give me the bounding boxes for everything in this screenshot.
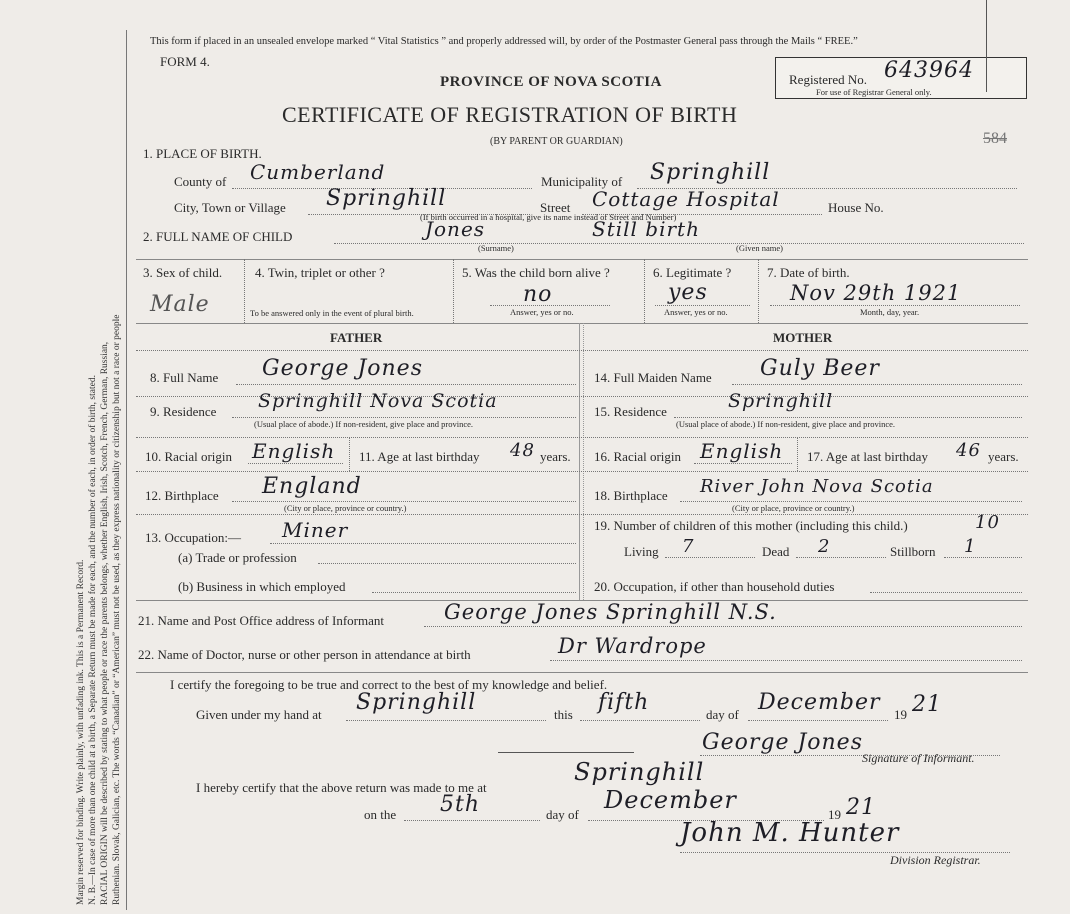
mother-birthplace-label: 18. Birthplace (594, 488, 668, 503)
legit-label: 6. Legitimate ? (653, 265, 732, 280)
mother-children-label: 19. Number of children of this mother (including this child.) (594, 518, 908, 533)
mother-age-value: 46 (956, 440, 981, 461)
mother-age-label: 17. Age at last birthday (807, 449, 928, 464)
county-label: County of (174, 174, 227, 189)
father-residence-note: (Usual place of abode.) If non-resident, give place and province. (254, 419, 474, 429)
surname-note: (Surname) (478, 243, 514, 253)
father-racial-label: 10. Racial origin (145, 449, 233, 464)
registrar-place: Springhill (574, 758, 705, 786)
hospital-note: (If birth occurred in a hospital, give its name instead of Street and Number) (420, 212, 677, 222)
municipality-value: Springhill (650, 160, 771, 185)
alive-label: 5. Was the child born alive ? (462, 265, 610, 280)
place-of-birth-heading: 1. PLACE OF BIRTH. (143, 146, 262, 161)
given-day: fifth (598, 690, 650, 715)
date-note: Month, day, year. (860, 307, 920, 317)
stillborn-value: 1 (964, 536, 977, 557)
form-number: FORM 4. (160, 54, 210, 69)
father-age-value: 48 (510, 440, 535, 461)
twin-label: 4. Twin, triplet or other ? (255, 265, 385, 280)
side-note-1: Margin reserved for binding. Write plainly, with unfading ink. This is a Permanent Record. (76, 559, 86, 905)
father-trade-label: (a) Trade or profession (178, 550, 297, 565)
registrar-month: December (604, 786, 737, 814)
registrar-certify-text: I hereby certify that the above return was made to me at (196, 780, 487, 795)
alive-value: no (523, 282, 553, 307)
mother-residence-value: Springhill (728, 390, 834, 412)
given-year: 21 (912, 692, 942, 717)
father-name-value: George Jones (262, 356, 423, 381)
father-years: years. (540, 449, 571, 464)
municipality-label: Municipality of (541, 174, 623, 189)
side-note-2: N. B.—In case of more than one child at a birth, a Separate Return must be made for each, and the number of each, in order of birth, stated. (88, 375, 98, 905)
page-title: CERTIFICATE OF REGISTRATION OF BIRTH (282, 102, 738, 127)
on-the-label: on the (364, 807, 397, 822)
mother-occupation-label: 20. Occupation, if other than household duties (594, 579, 835, 594)
registrar-signature: John M. Hunter (680, 818, 900, 848)
registration-box (775, 57, 1027, 99)
given-note: (Given name) (736, 243, 783, 253)
mother-birthplace-note: (City or place, province or country.) (732, 503, 855, 513)
mother-children-value: 10 (975, 512, 1000, 533)
certify-text: I certify the foregoing to be true and correct to the best of my knowledge and belief. (170, 677, 608, 692)
registrar-day-of: day of (546, 807, 579, 822)
side-note-4: Ruthenian. Slovak, Galician, etc. The words “Canadian” or “American” must not be used, as they express nationality or citizenship but not a race or people (112, 314, 122, 905)
informant-signature: George Jones (702, 730, 863, 755)
side-note-3: RACIAL ORIGIN will be described by stating to what people or race the parents belongs, whether English, Irish, Scotch, French, German, Russian, (100, 341, 110, 905)
margin-rule (126, 30, 127, 910)
registrar-note: For use of Registrar General only. (816, 87, 932, 97)
mother-racial-label: 16. Racial origin (594, 449, 682, 464)
doctor-value: Dr Wardrope (558, 634, 707, 658)
mother-racial-value: English (700, 439, 784, 463)
doctor-label: 22. Name of Doctor, nurse or other person in attendance at birth (138, 647, 471, 662)
registrar-label: Division Registrar. (890, 853, 981, 867)
twin-note: To be answered only in the event of plural birth. (250, 308, 414, 318)
father-business-label: (b) Business in which employed (178, 579, 346, 594)
given-label: Given under my hand at (196, 707, 322, 722)
registrar-day: 5th (440, 792, 481, 817)
dead-label: Dead (762, 544, 790, 559)
city-value: Springhill (326, 186, 447, 211)
child-name-label: 2. FULL NAME OF CHILD (143, 229, 293, 244)
father-name-label: 8. Full Name (150, 370, 219, 385)
father-birthplace-note: (City or place, province or country.) (284, 503, 407, 513)
mother-residence-note: (Usual place of abode.) If non-resident, give place and province. (676, 419, 896, 429)
stillborn-label: Stillborn (890, 544, 936, 559)
father-residence-value: Springhill Nova Scotia (258, 390, 498, 412)
living-label: Living (624, 544, 659, 559)
sex-label: 3. Sex of child. (143, 265, 223, 280)
registered-label: Registered No. (789, 72, 867, 87)
street-label: Street (540, 200, 571, 215)
legit-note: Answer, yes or no. (664, 307, 728, 317)
mother-heading: MOTHER (773, 330, 833, 345)
father-age-label: 11. Age at last birthday (359, 449, 480, 464)
year-prefix: 19 (894, 707, 907, 722)
father-occupation-label: 13. Occupation:— (145, 530, 242, 545)
date-label: 7. Date of birth. (767, 265, 850, 280)
legit-value: yes (668, 280, 708, 305)
mail-notice: This form if placed in an unsealed envelope marked “ Vital Statistics ” and properly addressed will, by order of the Postmaster General pass through the Mails “ FREE.” (150, 36, 858, 47)
registrar-year: 21 (846, 795, 876, 820)
margin-number: 584 (983, 130, 1007, 147)
date-value: Nov 29th 1921 (790, 281, 962, 305)
father-occupation-value: Miner (282, 518, 349, 542)
dead-value: 2 (818, 536, 831, 557)
given-month: December (758, 690, 881, 715)
father-residence-label: 9. Residence (150, 404, 217, 419)
mother-years: years. (988, 449, 1019, 464)
this-label: this (554, 707, 573, 722)
registrar-year-prefix: 19 (828, 807, 841, 822)
child-given-name: Still birth (592, 217, 700, 241)
registered-number: 643964 (884, 58, 974, 83)
sex-value: Male (150, 292, 210, 317)
page-subtitle: (BY PARENT OR GUARDIAN) (490, 136, 623, 147)
signature-label: Signature of Informant. (862, 751, 975, 765)
street-value: Cottage Hospital (592, 187, 780, 211)
alive-note: Answer, yes or no. (510, 307, 574, 317)
child-surname: Jones (425, 217, 486, 241)
city-label: City, Town or Village (174, 200, 286, 215)
informant-value: George Jones Springhill N.S. (444, 600, 777, 624)
living-value: 7 (682, 536, 695, 557)
province-heading: PROVINCE OF NOVA SCOTIA (440, 74, 662, 90)
house-label: House No. (828, 200, 884, 215)
mother-name-value: Guly Beer (760, 356, 880, 381)
father-birthplace-label: 12. Birthplace (145, 488, 219, 503)
county-value: Cumberland (250, 160, 386, 184)
father-birthplace-value: England (262, 474, 362, 499)
mother-residence-label: 15. Residence (594, 404, 667, 419)
mother-birthplace-value: River John Nova Scotia (700, 476, 934, 497)
mother-name-label: 14. Full Maiden Name (594, 370, 712, 385)
given-place: Springhill (356, 690, 477, 715)
informant-label: 21. Name and Post Office address of Informant (138, 613, 384, 628)
father-heading: FATHER (330, 330, 383, 345)
father-racial-value: English (252, 439, 336, 463)
day-of-label: day of (706, 707, 739, 722)
